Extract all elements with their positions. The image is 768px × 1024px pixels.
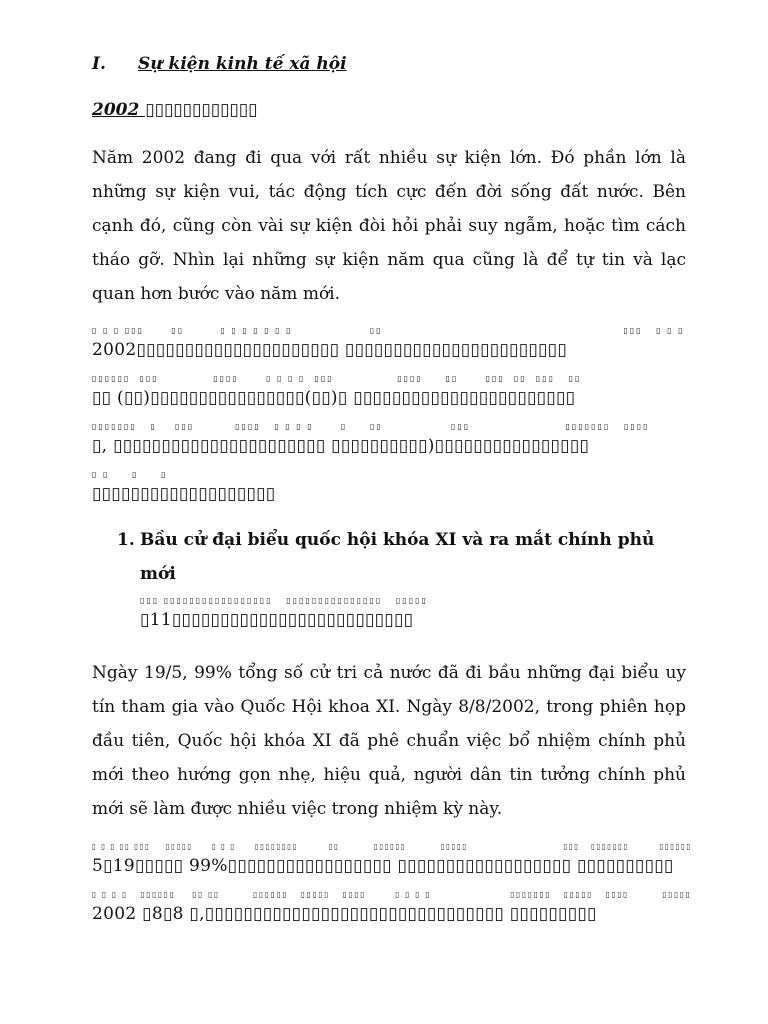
ruby-annotation: ▯ ▯ ▯ ▯▯▯ ▯▯ ▯ ▯ ▯ ▯ ▯ ▯ ▯ ▯▯ ▯▯▯ ▯ ▯ ▯ [92,326,685,335]
cjk-line [92,842,692,890]
cjk-line [92,374,692,422]
cjk-line [140,596,740,644]
cjk-text: ▯11▯▯▯▯▯▯▯▯▯▯▯▯▯▯▯▯▯▯▯▯▯▯▯▯▯ [140,610,414,630]
item-title-cjk [140,596,740,644]
cjk-line [92,422,692,470]
section-number: I. [92,54,106,74]
cjk-line [92,890,692,938]
item-title: Bầu cử đại biểu quốc hội khóa XI và ra mắt chính phủ mới [140,530,655,584]
cjk-text: ▯▯▯▯▯▯▯▯▯▯▯▯▯▯▯▯▯▯▯ [92,484,276,504]
cjk-text: 2002 ▯8▯8 ▯,▯▯▯▯▯▯▯▯▯▯▯▯▯▯▯▯▯▯▯▯▯▯▯▯▯▯▯▯▯▯▯ ▯▯▯▯▯▯▯▯▯ [92,904,597,924]
cjk-text: 2002▯▯▯▯▯▯▯▯▯▯▯▯▯▯▯▯▯▯▯▯▯ ▯▯▯▯▯▯▯▯▯▯▯▯▯▯▯▯▯▯▯▯▯▯▯ [92,340,567,360]
intro-cjk-block [92,326,692,518]
ruby-annotation: ▯▯▯▯▯▯ ▯▯▯ ▯▯▯▯ ▯ ▯ ▯ ▯ ▯▯▯ ▯▯▯▯ ▯▯ ▯▯▯ ▯▯ ▯▯▯ ▯▯ [92,374,582,383]
cjk-line [92,470,692,518]
cjk-line [92,326,692,374]
ruby-annotation: ▯ ▯ ▯ ▯ [92,470,168,479]
item-paragraph-cjk [92,842,692,938]
intro-paragraph: Năm 2002 đang đi qua với rất nhiều sự kiện lớn. Đó phần lớn là những sự kiện vui, tác động tích cực đến đời sống đất nước. Bên cạnh đó, cũng còn vài sự kiện đòi hỏi phải suy ngẫm, hoặc tìm cách tháo gỡ. Nhìn lại những sự kiện năm qua cũng là để tự tin và lạc quan hơn bước vào năm mới. [92,148,686,304]
section-title: Sự kiện kinh tế xã hội [138,54,347,74]
ruby-annotation: ▯▯▯▯▯▯▯ ▯ ▯▯▯ ▯▯▯▯ ▯ ▯ ▯ ▯ ▯ ▯▯ ▯▯▯ ▯▯▯▯▯▯▯ ▯▯▯▯ [92,422,650,431]
ruby-annotation: ▯▯▯ ▯▯▯▯▯▯▯▯▯▯▯▯▯▯▯▯▯ ▯▯▯▯▯▯▯▯▯▯▯▯▯▯▯ ▯▯▯▯▯ [140,596,428,605]
cjk-text: 5▯19▯▯▯▯▯ 99%▯▯▯▯▯▯▯▯▯▯▯▯▯▯▯▯▯ ▯▯▯▯▯▯▯▯▯▯▯▯▯▯▯▯▯▯ ▯▯▯▯▯▯▯▯▯▯ [92,856,674,876]
sub-heading: 2002 ▯▯▯▯▯▯▯▯▯▯▯▯ [92,100,258,120]
item-paragraph: Ngày 19/5, 99% tổng số cử tri cả nước đã đi bầu những đại biểu uy tín tham gia vào Quốc Hội khoa XI. Ngày 8/8/2002, trong phiên họp đầu tiên, Quốc hội khóa XI đã phê chuẩn việc bổ nhiệm chính phủ mới theo hướng gọn nhẹ, hiệu quả, người dân tin tưởng chính phủ mới sẽ làm được nhiều việc trong nhiệm kỳ này. [92,663,686,819]
ruby-annotation: ▯ ▯ ▯ ▯▯ ▯▯▯ ▯▯▯▯▯ ▯ ▯ ▯ ▯▯▯▯▯▯▯▯ ▯▯ ▯▯▯▯▯▯ ▯▯▯▯▯ ▯▯▯ ▯▯▯▯▯▯▯ ▯▯▯▯▯▯ [92,842,692,851]
section-heading [92,54,392,78]
cjk-text: ▯▯ (▯▯)▯▯▯▯▯▯▯▯▯▯▯▯▯▯▯▯(▯▯)▯ ▯▯▯▯▯▯▯▯▯▯▯▯▯▯▯▯▯▯▯▯▯▯▯ [92,388,576,408]
cjk-text: ▯, ▯▯▯▯▯▯▯▯▯▯▯▯▯▯▯▯▯▯▯▯▯▯ ▯▯▯▯▯▯▯▯▯▯)▯▯▯▯▯▯▯▯▯▯▯▯▯▯▯▯ [92,436,590,456]
item-number: 1. [117,530,135,550]
ruby-annotation: ▯ ▯ ▯ ▯ ▯▯▯▯▯▯ ▯▯ ▯▯ ▯▯▯▯▯▯ ▯▯▯▯▯ ▯▯▯▯ ▯ ▯ ▯ ▯ ▯▯▯▯▯▯▯ ▯▯▯▯▯ ▯▯▯▯ ▯▯▯▯▯ [92,890,692,899]
